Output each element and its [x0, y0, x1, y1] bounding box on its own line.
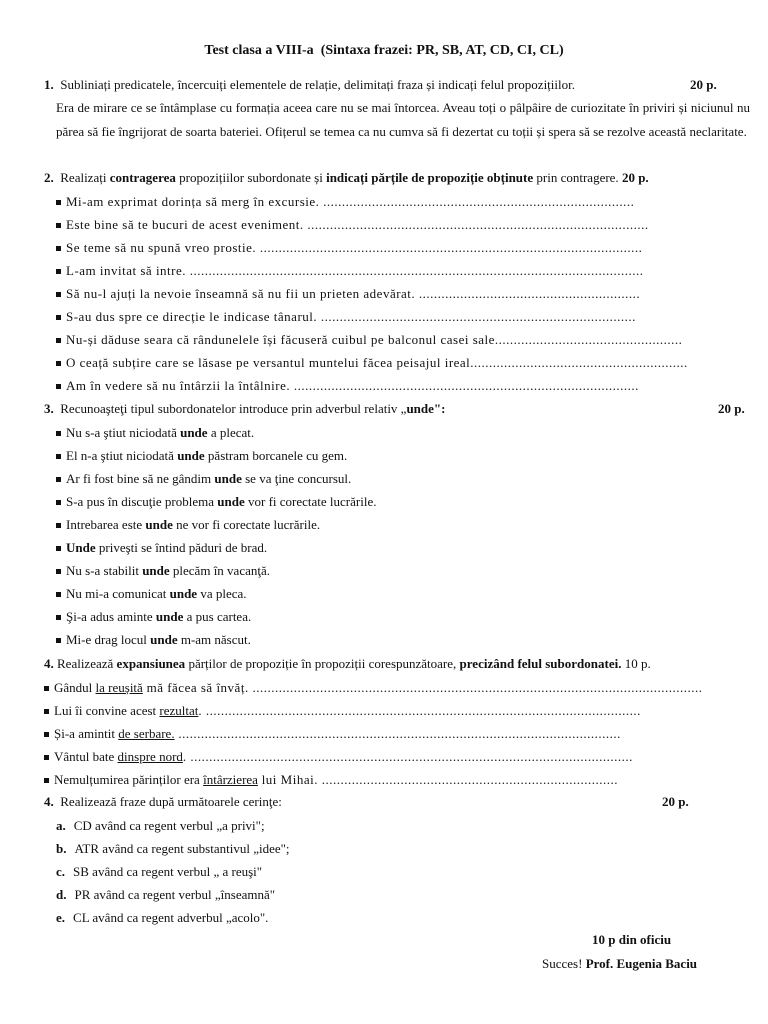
- underlined-term: rezultat: [159, 703, 199, 718]
- bullet-icon: [56, 454, 61, 459]
- list-item-letter: d.: [56, 887, 67, 902]
- bullet-icon: [56, 200, 61, 205]
- q2-text-mid: propozițiilor subordonate și: [179, 170, 323, 185]
- list-item-text-pre: Şi-a adus aminte: [66, 609, 156, 624]
- list-item-text-pre: Intrebarea este: [66, 517, 146, 532]
- list-item: [56, 609, 251, 625]
- q4a-text-mid: părților de propoziție în propoziții corespunzătoare,: [188, 656, 457, 671]
- list-item: [56, 217, 649, 233]
- list-item: [56, 540, 267, 556]
- q4b-text: Realizează fraze după următoarele cerinţe:: [60, 794, 282, 809]
- q2-bold-1: contragerea: [109, 170, 176, 185]
- list-item: [56, 471, 351, 487]
- list-item: [56, 586, 247, 602]
- keyword-unde: Unde: [66, 540, 96, 555]
- list-item-text-post: . ....................................................................................................................: [198, 703, 641, 718]
- list-item-letter: e.: [56, 910, 66, 925]
- q4b-instruction: [44, 794, 282, 810]
- bullet-icon: [44, 686, 49, 691]
- list-item-text-pre: Ar fi fost bine să ne gândim: [66, 471, 215, 486]
- list-item-text-post: lui Mihai. ...............................................................................: [257, 772, 618, 787]
- list-item-text-post: vor fi corectate lucrările.: [244, 494, 377, 509]
- list-item-text: Am în vedere să nu întârzii la întâlnire. ............................................................................................: [66, 378, 639, 393]
- list-item-text-post: ......................................................................................................................: [174, 726, 621, 741]
- list-item-text-pre: Nu mi-a comunicat: [66, 586, 170, 601]
- list-item-text-post: a pus cartea.: [183, 609, 252, 624]
- list-item-text: Mi-am exprimat dorința să merg în excursie. ...................................................................................: [66, 194, 635, 209]
- q2-bold-2: indicați părțile de propoziție obținute: [326, 170, 534, 185]
- q4a-bold-2: precizând felul subordonatei.: [459, 656, 622, 671]
- list-item-text-pre: Lui îi convine acest: [54, 703, 160, 718]
- list-item: [44, 772, 618, 788]
- list-item: [56, 263, 644, 279]
- list-item-text-post: plecăm în vacanţă.: [169, 563, 270, 578]
- list-item-text-pre: Gândul: [54, 680, 96, 695]
- q4b-points: 20 p.: [662, 794, 689, 809]
- bullet-icon: [44, 709, 49, 714]
- list-item: [56, 864, 262, 880]
- list-item-text-post: ne vor fi corectate lucrările.: [172, 517, 321, 532]
- bullet-icon: [56, 477, 61, 482]
- list-item-text: SB având ca regent verbul „ a reuşi": [73, 864, 263, 879]
- list-item: [56, 378, 639, 394]
- list-item: [56, 910, 268, 926]
- q3-keyword: unde: [406, 401, 434, 416]
- bullet-icon: [56, 500, 61, 505]
- q4a-points: 10 p.: [624, 656, 651, 671]
- list-item-text: L-am invitat să intre. .........................................................................................................................: [66, 263, 644, 278]
- list-item: [56, 887, 275, 903]
- underlined-term: dinspre nord: [117, 749, 183, 764]
- keyword-unde: unde: [145, 517, 173, 532]
- keyword-unde: unde: [142, 563, 170, 578]
- list-item: [56, 332, 682, 348]
- success-text: Succes!: [542, 956, 583, 971]
- q1-number: 1.: [44, 77, 54, 92]
- page-title: [0, 43, 768, 59]
- bullet-icon: [56, 246, 61, 251]
- list-item-text: Nu-și dăduse seara că rândunelele își făcuseră cuibul pe balconul casei sale..................................................: [66, 332, 683, 347]
- list-item-text-post: . ......................................................................................................................: [182, 749, 633, 764]
- list-item: [56, 286, 640, 302]
- signature: [542, 956, 697, 972]
- title-sub: (Sintaxa frazei: PR, SB, AT, CD, CI, CL): [320, 43, 564, 58]
- list-item: [56, 563, 270, 579]
- list-item-text-post: priveşti se întind păduri de brad.: [95, 540, 268, 555]
- list-item-letter: b.: [56, 841, 67, 856]
- bullet-icon: [56, 269, 61, 274]
- list-item: [44, 749, 633, 765]
- q1-instruction: [44, 77, 575, 93]
- list-item-text-pre: Nu s-a stabilit: [66, 563, 143, 578]
- q2-text-post: prin contragere.: [536, 170, 619, 185]
- list-item-text-post: va pleca.: [197, 586, 247, 601]
- q1-paragraph: Era de mirare ce se întâmplase cu formația aceea care nu se mai întorcea. Aveau toți o pâlpâire de curiozitate în priviri și niciunul nu părea să fie îngrijorat de soarta bateriei. Ofițerul se temea ca nu cumva să fi dezertat cu toții și spera să se rezolve această neclaritate.: [56, 100, 750, 139]
- q2-number: 2.: [44, 170, 54, 185]
- title-main: Test clasa a VIII-a: [204, 43, 314, 58]
- list-item-text-post: a plecat.: [207, 425, 255, 440]
- bullet-icon: [56, 569, 61, 574]
- list-item: [56, 517, 320, 533]
- list-item: [56, 309, 636, 325]
- q3-number: 3.: [44, 401, 54, 416]
- q2-instruction: [44, 170, 649, 186]
- underlined-term: întârzierea: [203, 772, 258, 787]
- q2-points: 20 p.: [621, 170, 649, 185]
- list-item: [56, 632, 251, 648]
- q4b-number: 4.: [44, 794, 54, 809]
- list-item-text-pre: S-a pus în discuţie problema: [66, 494, 218, 509]
- bullet-icon: [56, 361, 61, 366]
- list-item: [56, 355, 688, 371]
- list-item-text: CL având ca regent adverbul „acolo".: [73, 910, 269, 925]
- list-item-text-post: m-am născut.: [177, 632, 251, 647]
- bullet-icon: [56, 523, 61, 528]
- list-item-letter: a.: [56, 818, 66, 833]
- q3-points: 20 p.: [718, 401, 745, 416]
- list-item: [56, 818, 265, 834]
- oficiu-points: 10 p din oficiu: [592, 932, 672, 947]
- list-item-text: O ceață subțire care se lăsase pe versantul muntelui făcea peisajul ireal..........................................................: [66, 355, 688, 370]
- list-item: [56, 194, 634, 210]
- bullet-icon: [56, 384, 61, 389]
- q1-text: Subliniați predicatele, încercuiți elementele de relație, delimitați fraza și indicați felul propozițiilor.: [60, 77, 575, 92]
- list-item-text: CD având ca regent verbul „a privi";: [73, 818, 265, 833]
- list-item: [56, 448, 347, 464]
- bullet-icon: [56, 592, 61, 597]
- list-item-text: ATR având ca regent substantivul „idee";: [74, 841, 290, 856]
- keyword-unde: unde: [177, 448, 205, 463]
- list-item: [56, 425, 254, 441]
- bullet-icon: [44, 732, 49, 737]
- list-item-text: Este bine să te bucuri de acest eveniment. ...........................................................................................: [66, 217, 649, 232]
- q2-text-pre: Realizați: [60, 170, 107, 185]
- bullet-icon: [56, 338, 61, 343]
- list-item-text-post: mă făcea să învăț. ........................................................................................................................: [142, 680, 703, 695]
- q1-points: 20 p.: [690, 77, 717, 92]
- list-item-text-pre: Nemulțumirea părinților era: [54, 772, 204, 787]
- list-item-text-post: se va ţine concursul.: [241, 471, 352, 486]
- q4a-number: 4.: [44, 656, 54, 671]
- q4a-bold-1: expansiunea: [116, 656, 186, 671]
- q4a-instruction: [44, 656, 651, 672]
- list-item-text-pre: Mi-e drag locul: [66, 632, 151, 647]
- list-item-text-pre: El n-a ştiut niciodată: [66, 448, 178, 463]
- list-item-text-pre: Și-a amintit: [54, 726, 119, 741]
- bullet-icon: [56, 638, 61, 643]
- bullet-icon: [56, 315, 61, 320]
- q3-instruction: [44, 401, 445, 417]
- keyword-unde: unde: [150, 632, 178, 647]
- list-item: [56, 841, 290, 857]
- bullet-icon: [44, 778, 49, 783]
- list-item-text: Să nu-l ajuți la nevoie înseamnă să nu fii un prieten adevărat. ...........................................................: [66, 286, 641, 301]
- keyword-unde: unde: [217, 494, 245, 509]
- underlined-term: la reușită: [95, 680, 143, 695]
- bullet-icon: [56, 223, 61, 228]
- list-item: [44, 726, 621, 742]
- keyword-unde: unde: [214, 471, 242, 486]
- list-item: [56, 494, 376, 510]
- list-item-text: PR având ca regent verbul „înseamnă": [74, 887, 276, 902]
- list-item-letter: c.: [56, 864, 66, 879]
- list-item-text: Se teme să nu spună vreo prostie. ......................................................................................................: [66, 240, 643, 255]
- keyword-unde: unde: [180, 425, 208, 440]
- bullet-icon: [56, 615, 61, 620]
- list-item-text-pre: Vântul bate: [54, 749, 118, 764]
- q4a-text-pre: Realizează: [57, 656, 114, 671]
- list-item-text-post: păstram borcanele cu gem.: [204, 448, 348, 463]
- list-item: [56, 240, 642, 256]
- underlined-term: de serbare.: [118, 726, 175, 741]
- q3-text-end: ":: [433, 401, 446, 416]
- bullet-icon: [56, 292, 61, 297]
- list-item: [44, 680, 702, 696]
- bullet-icon: [56, 546, 61, 551]
- list-item-text: S-au dus spre ce direcție le indicase tânarul. ....................................................................................: [66, 309, 636, 324]
- bullet-icon: [44, 755, 49, 760]
- q3-text: Recunoaşteţi tipul subordonatelor introduce prin adverbul relativ „: [60, 401, 407, 416]
- list-item: [44, 703, 641, 719]
- author-name: Prof. Eugenia Baciu: [585, 956, 698, 971]
- keyword-unde: unde: [169, 586, 198, 601]
- list-item-text-pre: Nu s-a ştiut niciodată: [66, 425, 181, 440]
- keyword-unde: unde: [155, 609, 184, 624]
- bullet-icon: [56, 431, 61, 436]
